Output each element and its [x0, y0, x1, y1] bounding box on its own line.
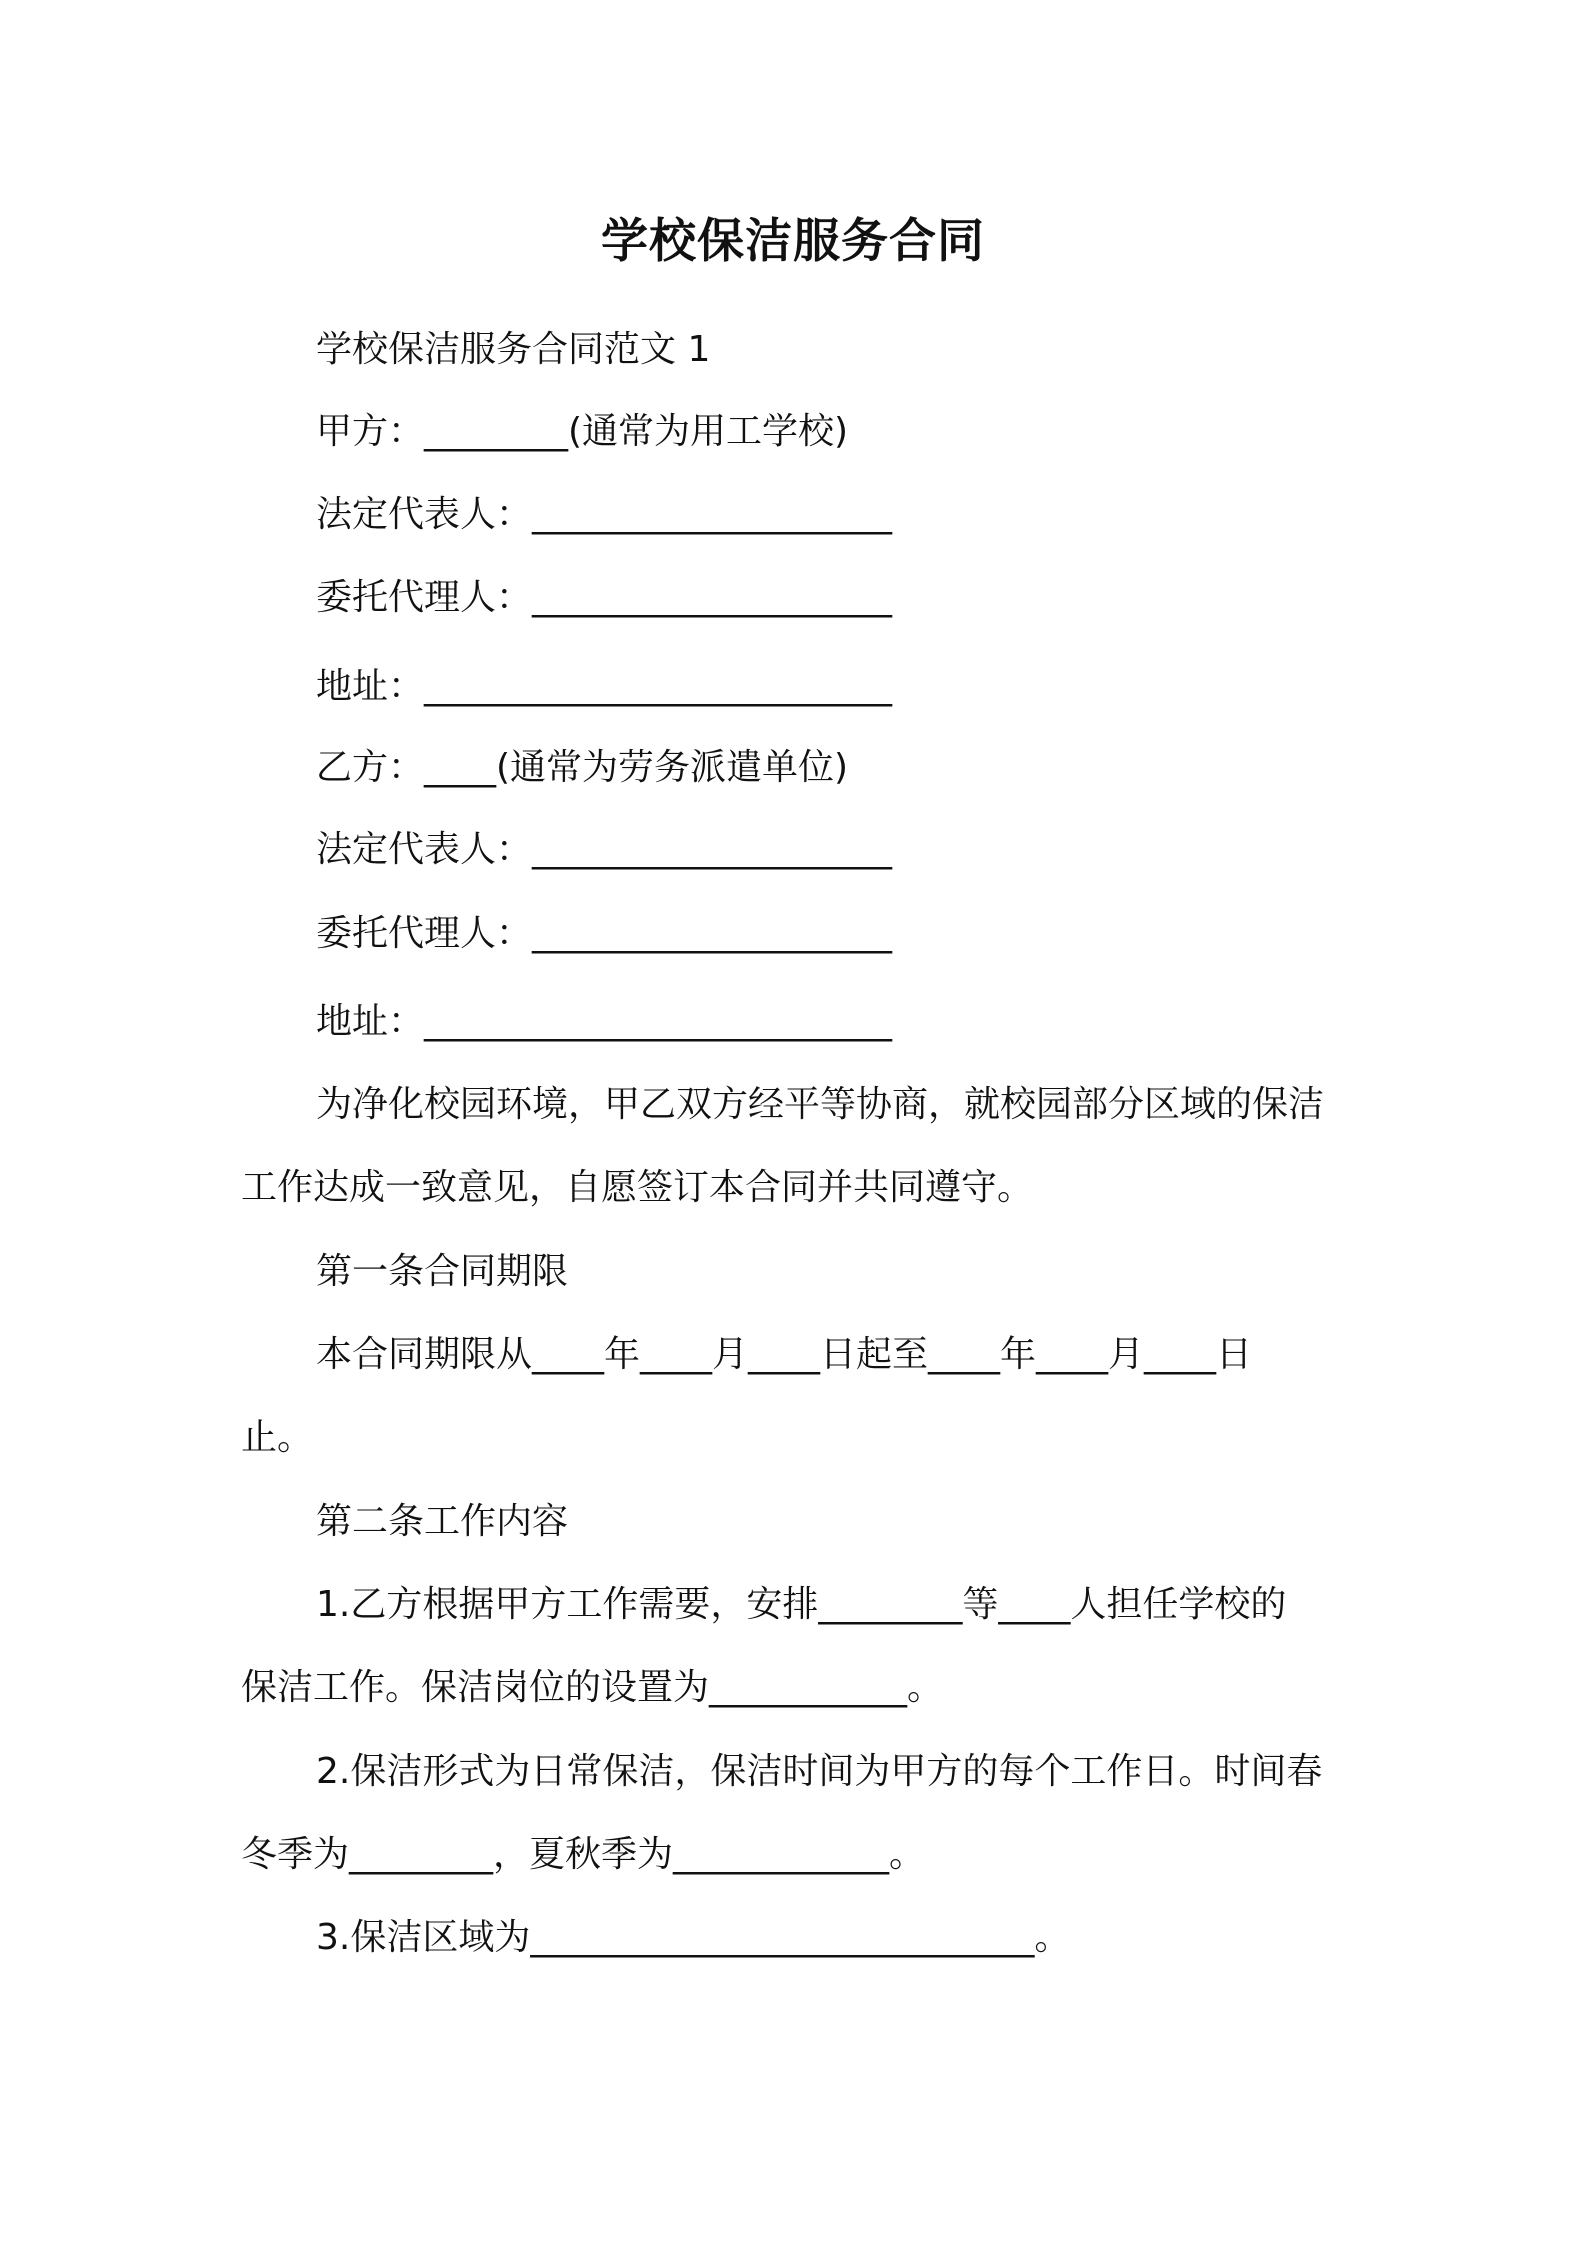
document-title: 学校保洁服务合同: [601, 214, 985, 269]
party-a-address-line: 地址：__________________________: [316, 666, 893, 707]
party-a-agent-line: 委托代理人：____________________: [316, 577, 893, 618]
preamble-line-1: 为净化校园环境，甲乙双方经平等协商，就校园部分区域的保洁: [316, 1084, 1325, 1125]
party-a-legal-rep-line: 法定代表人：____________________: [316, 494, 893, 535]
party-a-line: 甲方：________(通常为用工学校): [316, 411, 849, 452]
preamble-line-2: 工作达成一致意见，自愿签订本合同并共同遵守。: [241, 1167, 1034, 1208]
party-b-address-line: 地址：__________________________: [316, 1001, 893, 1042]
clause-3-line: 3.保洁区域为____________________________。: [316, 1917, 1071, 1958]
party-b-legal-rep-line: 法定代表人：____________________: [316, 829, 893, 870]
clause-2-line-2: 冬季为________，夏秋季为____________。: [241, 1834, 926, 1875]
article-2-heading: 第二条工作内容: [316, 1501, 569, 1542]
subtitle-line: 学校保洁服务合同范文 1: [316, 329, 711, 370]
clause-1-line-1: 1.乙方根据甲方工作需要，安排________等____人担任学校的: [316, 1584, 1287, 1625]
party-b-line: 乙方：____(通常为劳务派遣单位): [316, 747, 849, 788]
article-1-text-line-1: 本合同期限从____年____月____日起至____年____月____日: [316, 1334, 1253, 1375]
article-1-text-line-2: 止。: [241, 1417, 314, 1458]
clause-1-line-2: 保洁工作。保洁岗位的设置为___________。: [241, 1667, 944, 1708]
party-b-agent-line: 委托代理人：____________________: [316, 913, 893, 954]
article-1-heading: 第一条合同期限: [316, 1251, 569, 1292]
clause-2-line-1: 2.保洁形式为日常保洁，保洁时间为甲方的每个工作日。时间春: [316, 1751, 1323, 1792]
